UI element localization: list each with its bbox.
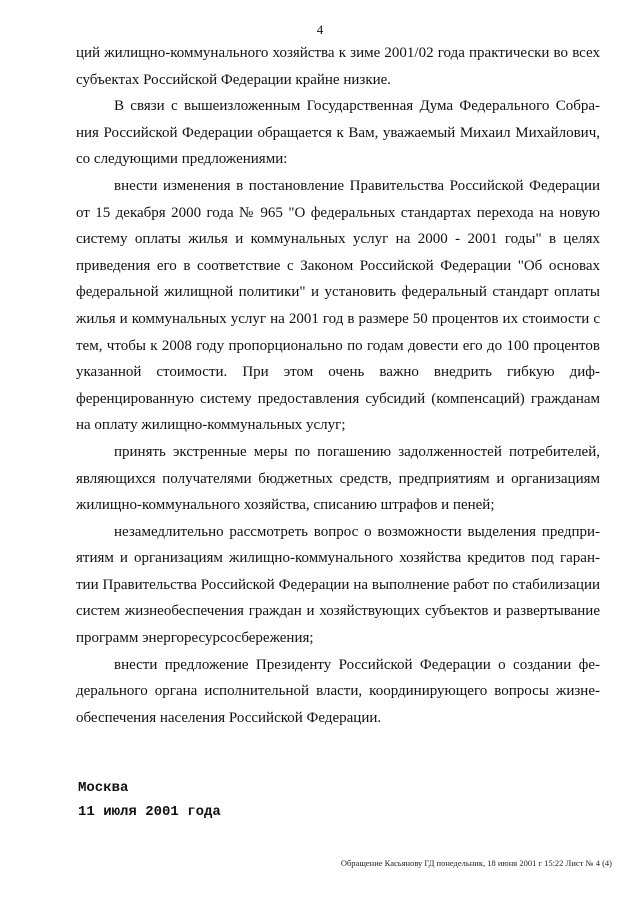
signature-date: 11 июля 2001 года [78, 804, 221, 820]
proposal-federal-body: внести предложение Президенту Российской Федерации о создании федерального органа исполнительной власти, координирующего вопросы жизнеобеспечения населения Российской Федерации. [76, 656, 600, 726]
signature-block [78, 776, 221, 824]
signature-city: Москва [78, 780, 129, 796]
proposal-amend-resolution: внести изменения в постановление Правительства Российской Федерации от 15 декабря 2000 года № 965 "О федеральных стандартах перехода на новую систему оплаты жилья и коммунальных услуг на 2000 - 2001 годы" в целях приведения его в соответствие с Законом Российской Федерации "Об основах федеральной жилищной политики" и установить федеральный стандарт оплаты жилья и коммунальных услуг на 2001 год в размере 50 процентов их стоимости с тем, чтобы к 2008 году пропорционально по годам довести его до 100 процентов указанной стоимости. При этом очень важно внедрить гибкую дифференцированную систему предоставления субсидий (компенсаций) гражданам на оплату жилищно-коммунальных услуг; [76, 177, 600, 434]
paragraph-appeal: В связи с вышеизложенным Государственная Дума Федерального Собрания Российской Федерации обращается к Вам, уважаемый Михаил Михайлович, со следующими предложениями: [76, 98, 600, 168]
letter-body [76, 40, 600, 731]
paragraph-continuation: ций жилищно-коммунального хозяйства к зиме 2001/02 года практически во всех субъектах Российской Федерации крайне низкие. [76, 45, 600, 88]
proposal-credits: незамедлительно рассмотреть вопрос о возможности выделения предприятиям и организациям жилищно-коммунального хозяйства кредитов под гарантии Правительства Российской Федерации на выполнение работ по стабилизации систем жизнеобеспечения граждан и хозяйствующих субъектов и развертывание программ энергоресурсосбережения; [76, 523, 600, 647]
page-footer: Обращение Касьянову ГД понедельник, 18 июня 2001 г 15:22 Лист № 4 (4) [340, 858, 612, 868]
page-number: 4 [316, 22, 324, 37]
proposal-debt-measures: принять экстренные меры по погашению задолженностей потребителей, являющихся получателями бюджетных средств, предприятиям и организациям жилищно-коммунального хозяйства, списанию штрафов и пеней; [76, 443, 600, 514]
